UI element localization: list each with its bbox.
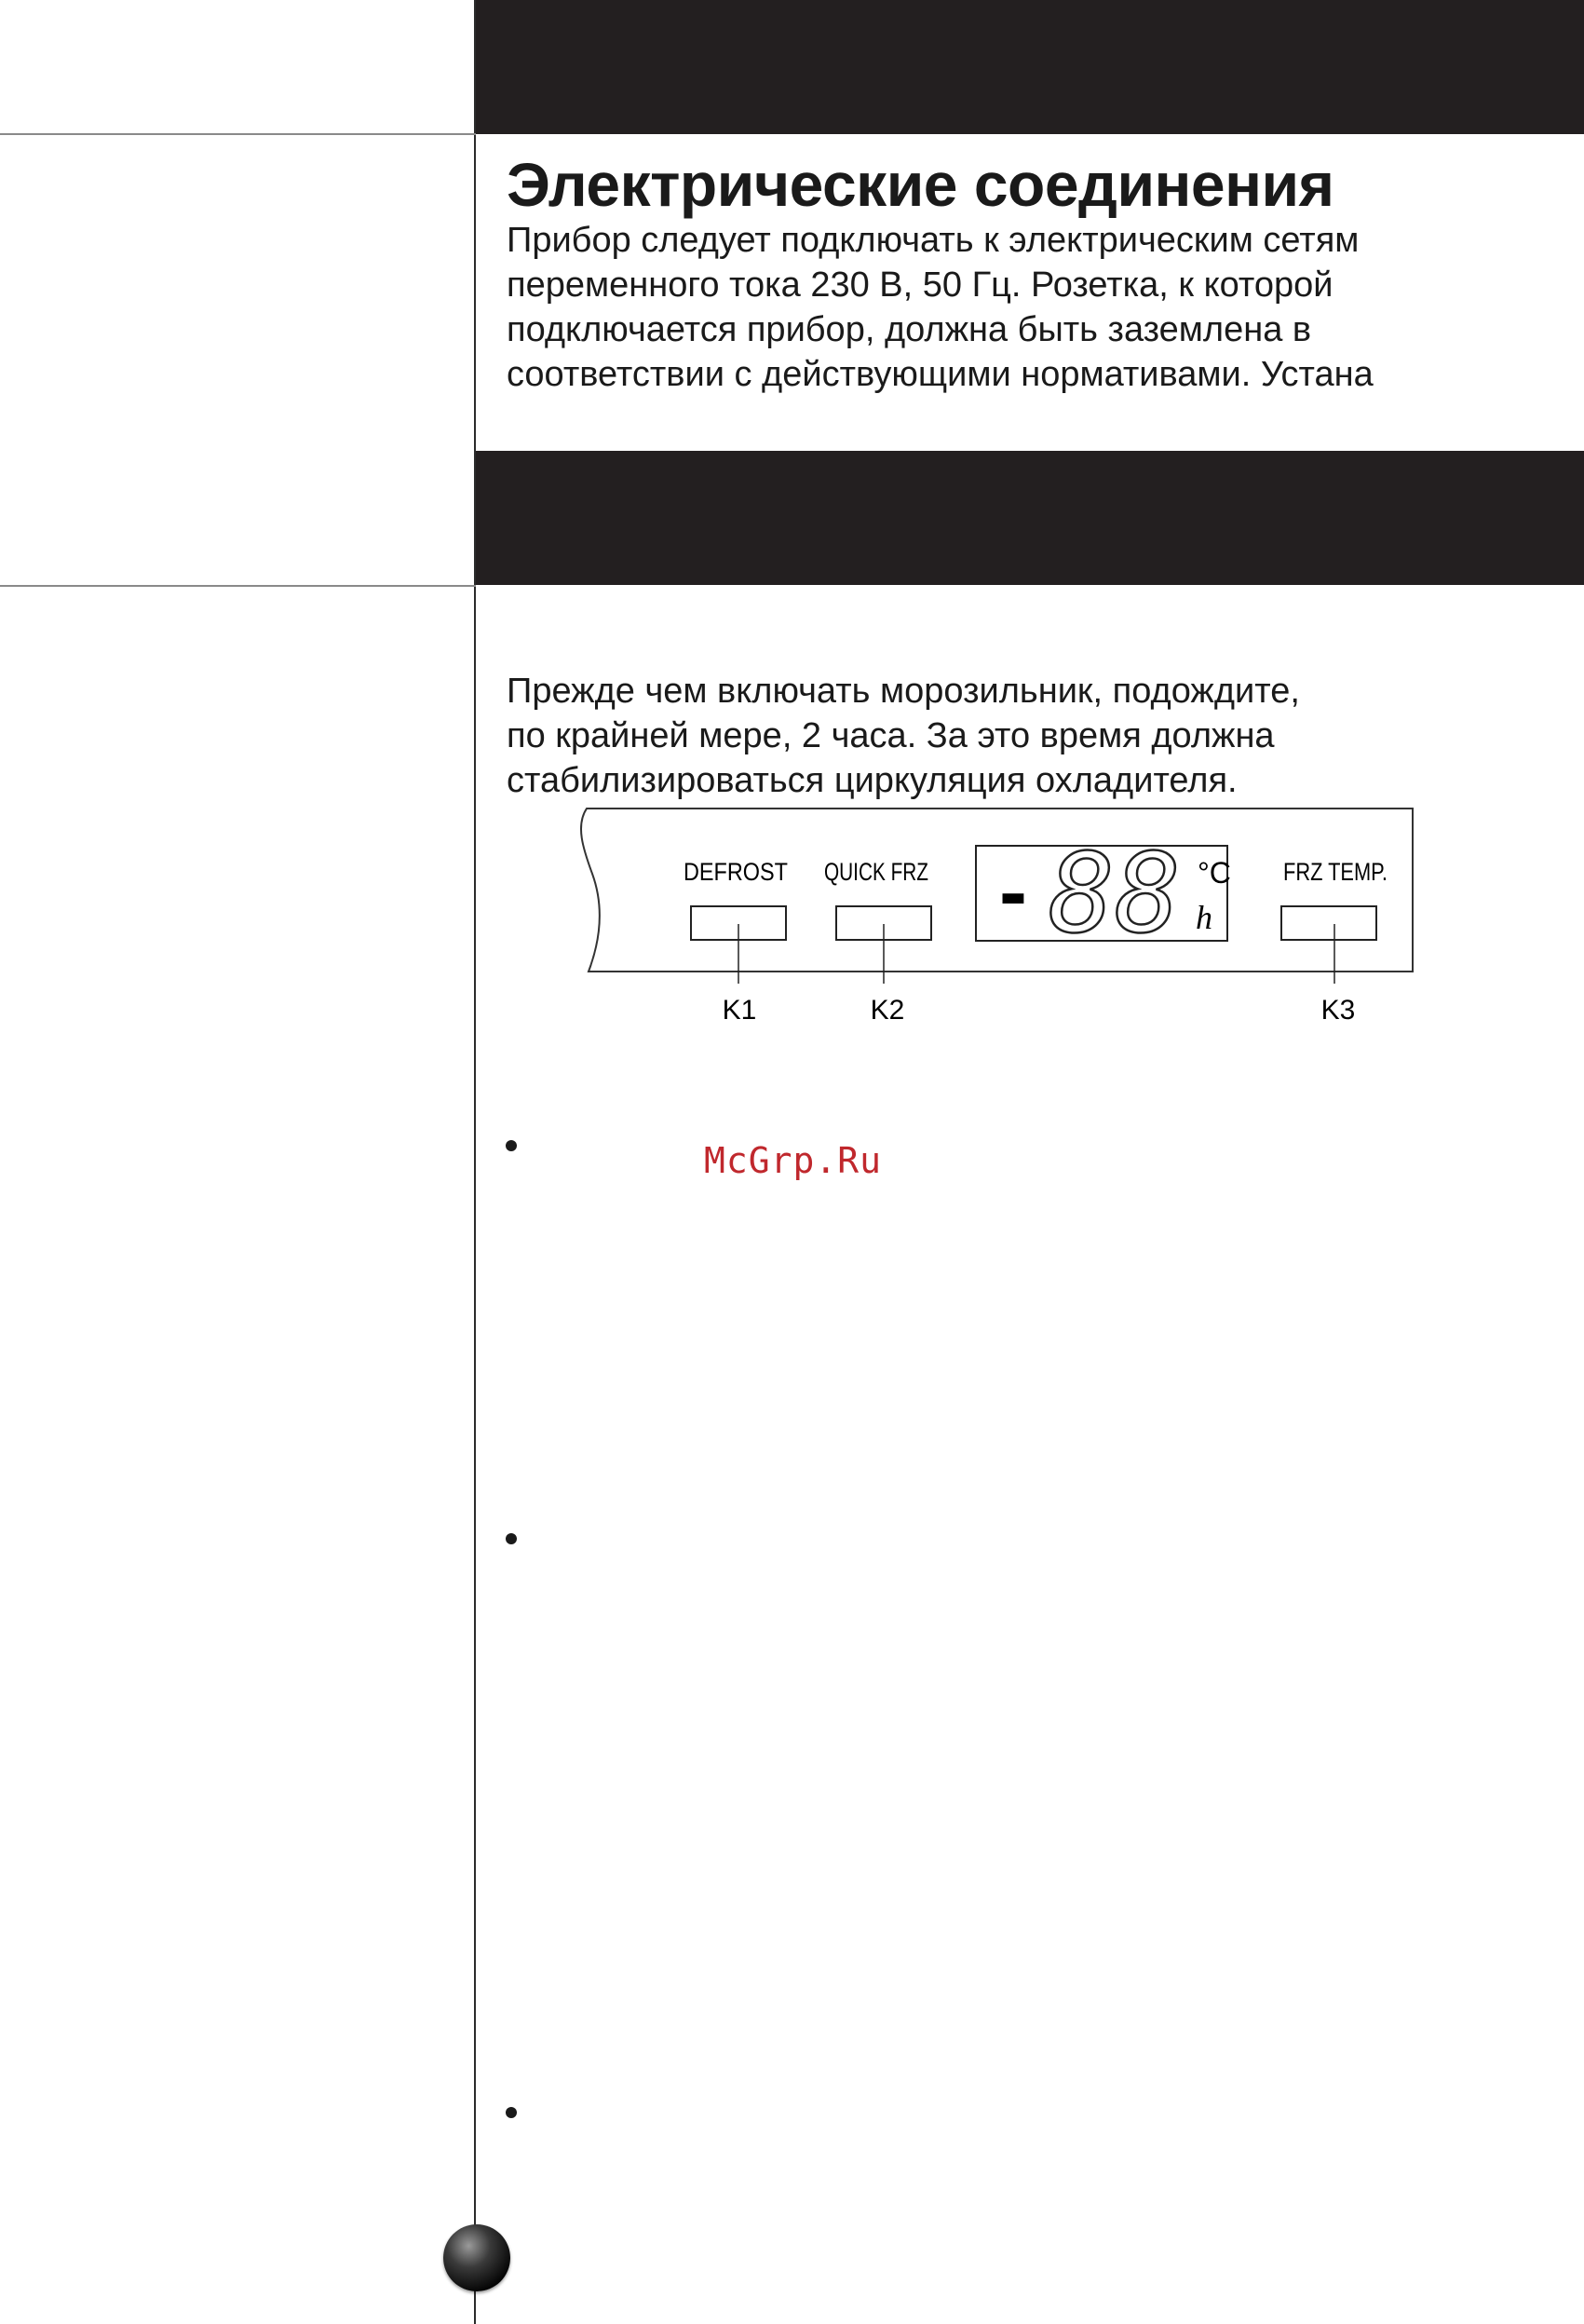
paragraph-line: подключается прибор, должна быть заземлена в	[507, 310, 1312, 349]
vertical-rule	[474, 0, 476, 2324]
startup-paragraph	[507, 669, 1568, 803]
section-title: Электрические соединения	[507, 150, 1334, 219]
paragraph-line: по крайней мере, 2 часа. За это время должна	[507, 716, 1275, 755]
frz-temp-label: FRZ TEMP.	[1283, 858, 1388, 886]
celsius-unit: °C	[1198, 856, 1231, 890]
display-digits: 88	[1048, 829, 1182, 958]
bullet-point	[506, 1140, 517, 1151]
control-panel-diagram	[579, 807, 1510, 1030]
paragraph-line: переменного тока 230 В, 50 Гц. Розетка, к которой	[507, 265, 1334, 305]
defrost-label: DEFROST	[684, 858, 788, 886]
electrical-paragraph	[507, 218, 1568, 397]
bullet-point	[506, 1533, 517, 1544]
paragraph-line: стабилизироваться циркуляция охладителя.	[507, 761, 1238, 800]
display-sign: -	[999, 846, 1027, 939]
hours-unit: h	[1196, 899, 1212, 936]
k1-label: K1	[722, 995, 757, 1026]
k3-label: K3	[1320, 995, 1356, 1026]
bullet-point	[506, 2107, 517, 2118]
header-band-middle	[476, 451, 1584, 585]
quick-frz-label: QUICK FRZ	[824, 858, 928, 886]
k2-label: K2	[870, 995, 905, 1026]
frz-temp-button[interactable]	[1281, 906, 1376, 940]
paragraph-line: Прежде чем включать морозильник, подождите,	[507, 672, 1300, 711]
header-band-top	[476, 0, 1584, 134]
margin-rule-bottom	[0, 585, 476, 587]
paragraph-line: Прибор следует подключать к электрическим сетям	[507, 221, 1360, 260]
watermark: McGrp.Ru	[704, 1140, 883, 1181]
margin-rule-top	[0, 133, 476, 135]
paragraph-line: соответствии с действующими нормативами. Устана	[507, 355, 1374, 394]
page-marker-icon	[443, 2224, 510, 2291]
